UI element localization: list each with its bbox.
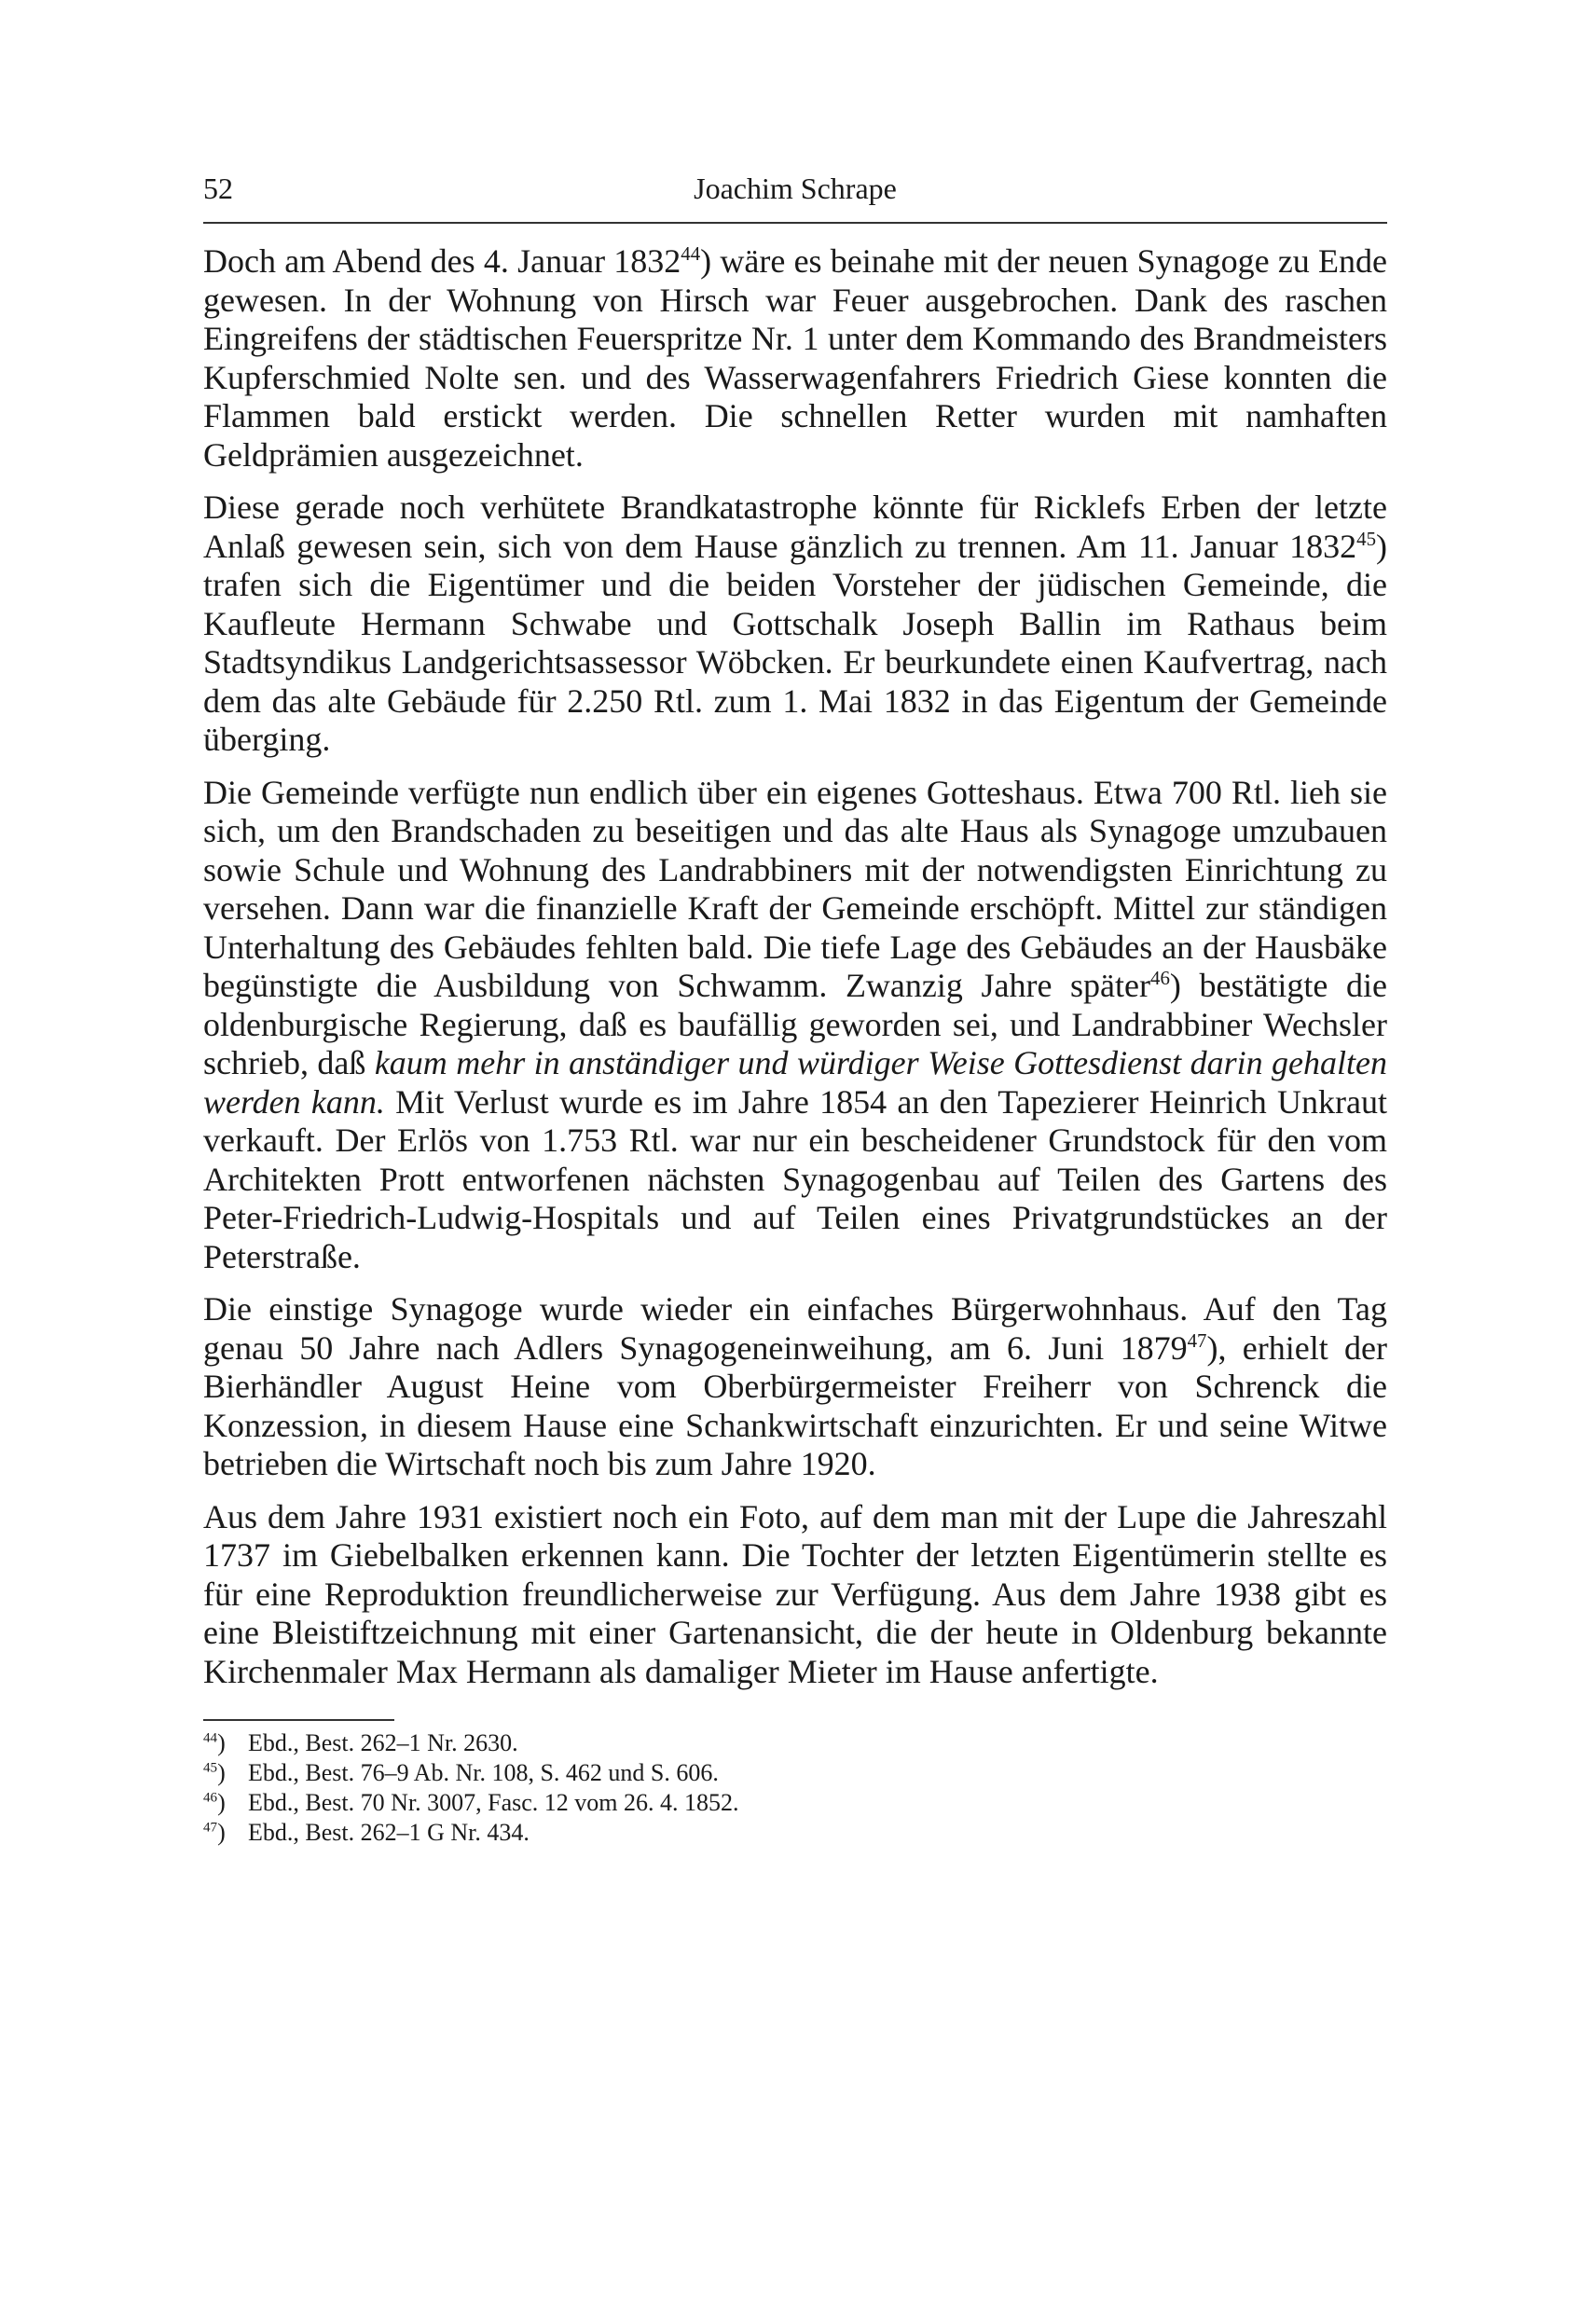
footnote-text: Ebd., Best. 70 Nr. 3007, Fasc. 12 vom 26. 4. 1852. [248, 1789, 739, 1816]
paragraph-1-text-a: Doch am Abend des 4. Januar 1832 [203, 242, 681, 280]
paragraph-2-text-b: ) trafen sich die Eigentümer und die beiden Vorsteher der jüdischen Gemeinde, die Kaufleute Hermann Schwabe und Gottschalk Joseph Ballin im Rathaus beim Stadtsyndikus Landgerichtsassessor Wöbcken. Er beurkundete einen Kaufvertrag, nach dem das alte Gebäude für 2.250 Rtl. zum 1. Mai 1832 in das Eigentum der Gemeinde überging. [203, 527, 1387, 758]
footnote-number: 45 [203, 1760, 218, 1776]
paragraph-5 [203, 1498, 1387, 1692]
paragraph-1-text-b: ) wäre es beinahe mit der neuen Synagoge zu Ende gewesen. In der Wohnung von Hirsch war Feuer ausgebrochen. Dank des raschen Eingreifens der städtischen Feuerspritze Nr. 1 unter dem Kommando des Brandmeisters Kupferschmied Nolte sen. und des Wasserwagenfahrers Friedrich Giese konnten die Flammen bald erstickt werden. Die schnellen Retter wurden mit namhaften Geldprämien ausgezeichnet. [203, 242, 1387, 474]
footnote-text: Ebd., Best. 262–1 Nr. 2630. [248, 1729, 518, 1756]
footnotes [203, 1728, 1387, 1848]
paragraph-2-text-a: Diese gerade noch verhütete Brandkatastrophe könnte für Ricklefs Erben der letzte Anlaß gewesen sein, sich von dem Hause gänzlich zu trennen. Am 11. Januar 1832 [203, 489, 1387, 565]
paragraph-4 [203, 1290, 1387, 1484]
paragraph-2 [203, 489, 1387, 760]
paragraph-5-text-a: Aus dem Jahre 1931 existiert noch ein Foto, auf dem man mit der Lupe die Jahreszahl 1737 im Giebelbalken erkennen kann. Die Tochter der letzten Eigentümerin stellte es für eine Reproduktion freundlicherweise zur Verfügung. Aus dem Jahre 1938 gibt es eine Bleistiftzeichnung mit einer Gartenansicht, die der heute in Oldenburg bekannte Kirchenmaler Max Hermann als damaliger Mieter im Hause anfertigte. [203, 1497, 1387, 1690]
footnote-44 [203, 1728, 1387, 1758]
footnote-rule [203, 1719, 394, 1721]
footnote-47 [203, 1818, 1387, 1848]
footnote-number: 44 [203, 1730, 218, 1746]
footnote-ref-44[interactable]: 44 [681, 242, 701, 265]
footnote-marker: $^{47}$) [203, 1819, 226, 1846]
page-number: 52 [203, 172, 233, 205]
footnote-number: 47 [203, 1820, 218, 1836]
footnote-text: Ebd., Best. 76–9 Ab. Nr. 108, S. 462 und S. 606. [248, 1759, 719, 1786]
footnote-45 [203, 1758, 1387, 1788]
footnote-ref-47[interactable]: 47 [1187, 1328, 1207, 1352]
footnote-46 [203, 1788, 1387, 1818]
running-head-author: Joachim Schrape [694, 172, 897, 205]
paragraph-4-text-a: Die einstige Synagoge wurde wieder ein einfaches Bürgerwohnhaus. Auf den Tag genau 50 Jahre nach Adlers Synagogeneinweihung, am 6. Juni 1879 [203, 1290, 1387, 1367]
footnote-marker: $^{46}$) [203, 1789, 226, 1816]
body-text [203, 242, 1387, 1691]
paragraph-1 [203, 242, 1387, 475]
paragraph-3-text-a: Die Gemeinde verfügte nun endlich über ein eigenes Gotteshaus. Etwa 700 Rtl. lieh sie sich, um den Brandschaden zu beseitigen und das alte Haus als Synagoge umzubauen sowie Schule und Wohnung des Landrabbiners mit der notwendigsten Einrichtung zu versehen. Dann war die finanzielle Kraft der Gemeinde erschöpft. Mittel zur ständigen Unterhaltung des Gebäudes fehlten bald. Die tiefe Lage des Gebäudes an der Hausbäke begünstigte die Ausbildung von Schwamm. Zwanzig Jahre später [203, 773, 1387, 1004]
header-rule [203, 222, 1387, 224]
footnote-ref-45[interactable]: 45 [1356, 527, 1376, 550]
footnote-ref-46[interactable]: 46 [1150, 967, 1170, 989]
paragraph-4-text-b: ), erhielt der Bierhändler August Heine vom Oberbürgermeister Freiherr von Schrenck die Konzession, in diesem Hause eine Schankwirtschaft einzurichten. Er und seine Witwe betrieben die Wirtschaft noch bis zum Jahre 1920. [203, 1328, 1387, 1482]
footnote-number: 46 [203, 1790, 218, 1806]
paragraph-3-text-c: Mit Verlust wurde es im Jahre 1854 an den Tapezierer Heinrich Unkraut verkauft. Der Erlös von 1.753 Rtl. war nur ein bescheidener Grundstock für den vom Architekten Prott entworfenen nächsten Synagogenbau auf Teilen des Gartens des Peter-Friedrich-Ludwig-Hospitals und auf Teilen eines Privatgrundstückes an der Peterstraße. [203, 1082, 1387, 1275]
book-page [203, 157, 1387, 1848]
footnote-marker: $^{44}$) [203, 1729, 226, 1756]
running-head [203, 157, 1387, 213]
footnote-marker: $^{45}$) [203, 1759, 226, 1786]
paragraph-3 [203, 774, 1387, 1277]
paragraph-3-text-b: ) bestätigte die oldenburgische Regierung, daß es baufällig geworden sei, und Landrabbiner Wechsler schrieb, daß [203, 967, 1387, 1081]
footnote-text: Ebd., Best. 262–1 G Nr. 434. [248, 1819, 530, 1846]
quotation-italic: kaum mehr in anständiger und würdiger Weise Gottesdienst darin gehalten werden kann. [203, 1044, 1387, 1121]
